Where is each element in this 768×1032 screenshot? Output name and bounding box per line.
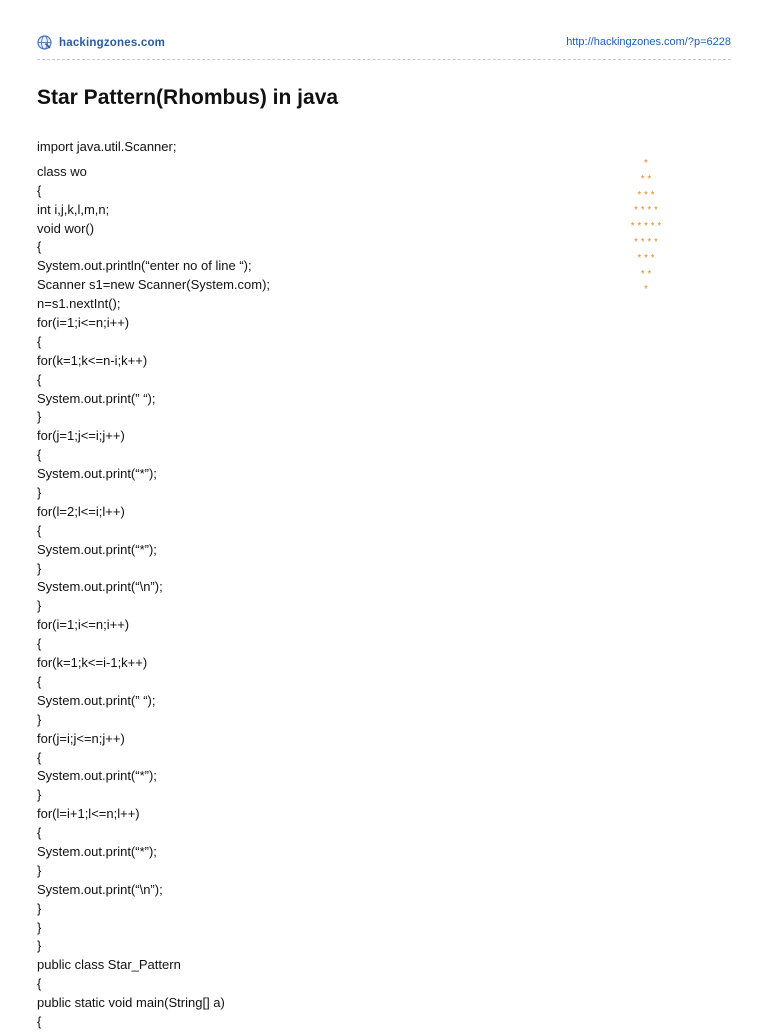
code-line: public class Star_Pattern: [37, 957, 181, 973]
code-line: {: [37, 239, 42, 255]
header-divider: [37, 59, 731, 60]
star-row: * * *: [637, 252, 655, 264]
star-row: *: [644, 284, 648, 296]
code-line: {: [37, 636, 42, 652]
page-header: [37, 35, 731, 55]
code-line: }: [37, 787, 42, 803]
code-line: for(j=1;j<=i;j++): [37, 428, 125, 444]
code-line: System.out.print(“\n”);: [37, 881, 163, 897]
code-line: {: [37, 447, 42, 463]
code-line: {: [37, 976, 42, 992]
star-row: *: [644, 158, 648, 169]
code-line: }: [37, 919, 42, 935]
code-line: }: [37, 900, 42, 916]
star-row: * * * * *: [630, 221, 662, 233]
code-line: class wo: [37, 163, 87, 179]
code-line: }: [37, 409, 42, 425]
code-line: }: [37, 598, 42, 614]
site-name[interactable]: hackingzones.com: [59, 36, 166, 49]
code-line: {: [37, 333, 42, 349]
site-brand[interactable]: [37, 35, 165, 50]
code-line: int i,j,k,l,m,n;: [37, 201, 110, 217]
star-pattern-figure: [600, 156, 692, 306]
star-row: * *: [640, 173, 652, 185]
code-line: }: [37, 485, 42, 501]
code-line: }: [37, 938, 42, 954]
page-title: Star Pattern(Rhombus) in java: [37, 86, 339, 109]
code-line: }: [37, 560, 42, 576]
code-line: }: [37, 711, 42, 727]
code-line: System.out.print(“*”);: [37, 466, 157, 482]
code-line: public static void main(String[] a): [37, 995, 225, 1011]
code-line: {: [37, 371, 42, 387]
star-row: * * *: [637, 189, 655, 201]
code-line: {: [37, 749, 42, 765]
code-line: {: [37, 673, 42, 689]
star-row: * * * *: [634, 205, 658, 217]
code-line: System.out.print(“\n”);: [37, 579, 163, 595]
code-line: System.out.print(“*”);: [37, 843, 157, 859]
code-block: [37, 138, 597, 1032]
code-line: {: [37, 522, 42, 538]
code-line: {: [37, 182, 42, 198]
code-line: System.out.println(“enter no of line “);: [37, 258, 252, 274]
code-line: n=s1.nextInt();: [37, 296, 121, 312]
code-line: {: [37, 1013, 42, 1029]
code-line: }: [37, 862, 42, 878]
code-line: for(i=1;i<=n;i++): [37, 315, 130, 331]
star-row: * *: [640, 268, 652, 280]
page-url-link[interactable]: http://hackingzones.com/?p=6228: [566, 36, 731, 48]
code-line: {: [37, 825, 42, 841]
code-line: for(j=i;j<=n;j++): [37, 730, 125, 746]
code-line: for(l=i+1;l<=n;l++): [37, 806, 140, 822]
code-line: void wor(): [37, 220, 95, 236]
code-line: Scanner s1=new Scanner(System.com);: [37, 277, 271, 293]
code-line: for(i=1;i<=n;i++): [37, 617, 130, 633]
code-line: for(k=1;k<=i-1;k++): [37, 655, 148, 671]
code-line: for(k=1;k<=n-i;k++): [37, 352, 148, 368]
code-line: System.out.print(“*”);: [37, 768, 157, 784]
code-line: for(l=2;l<=i;l++): [37, 503, 125, 519]
code-line: System.out.print(” “);: [37, 390, 156, 406]
code-line: import java.util.Scanner;: [37, 139, 177, 154]
globe-icon: [37, 35, 52, 50]
star-row: * * * *: [634, 236, 658, 248]
code-line: System.out.print(“*”);: [37, 541, 157, 557]
code-line: System.out.print(” “);: [37, 692, 156, 708]
